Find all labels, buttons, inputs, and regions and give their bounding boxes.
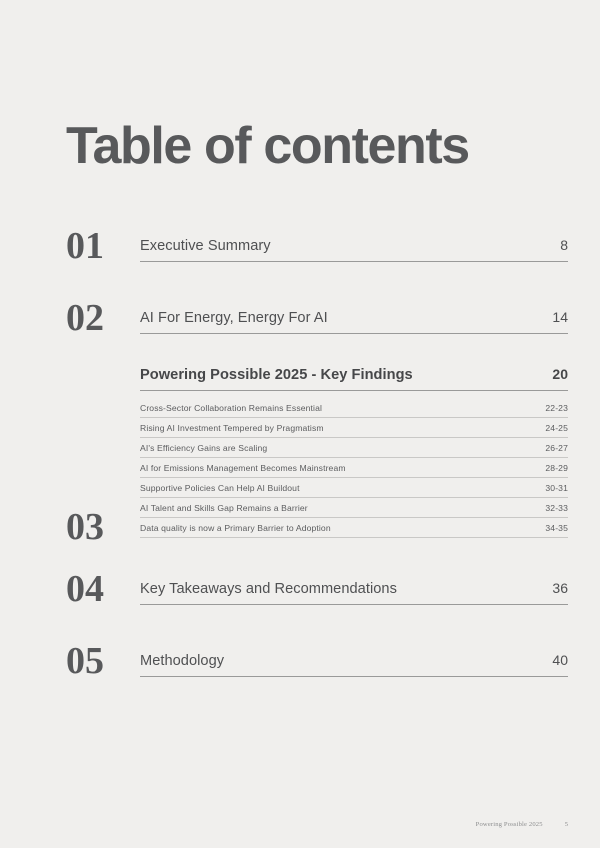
toc-section-divider [140, 604, 568, 605]
toc-section-number: 04 [66, 568, 104, 610]
toc-section-divider [140, 390, 568, 391]
toc-section-page-number: 8 [560, 237, 568, 253]
toc-subsection-title: Rising AI Investment Tempered by Pragmatism [140, 423, 324, 433]
toc-section-row [66, 366, 568, 547]
toc-subsection-page-range: 24-25 [545, 423, 568, 433]
toc-subsection-title: Supportive Policies Can Help AI Buildout [140, 483, 300, 493]
toc-section-title: Key Takeaways and Recommendations [140, 581, 397, 597]
toc-subsection-divider [140, 437, 568, 438]
toc-subsection-row[interactable] [140, 523, 568, 537]
toc-subsection-page-range: 22-23 [545, 403, 568, 413]
toc-section-head [140, 309, 568, 333]
toc-section-body [140, 366, 568, 547]
toc-subsection-page-range: 28-29 [545, 463, 568, 473]
toc-section[interactable] [0, 294, 600, 338]
toc-subsection-row[interactable] [140, 403, 568, 417]
toc-section-row [66, 222, 568, 266]
toc-subsection-divider [140, 537, 568, 538]
table-of-contents [0, 222, 600, 681]
toc-subsection-page-range: 34-35 [545, 523, 568, 533]
toc-section[interactable] [0, 222, 600, 266]
toc-subsection-list [140, 403, 568, 538]
toc-section-head [140, 366, 568, 390]
toc-section-row [66, 565, 568, 609]
toc-subsection-divider [140, 477, 568, 478]
toc-subsection-title: Cross-Sector Collaboration Remains Essential [140, 403, 323, 413]
toc-section-row [66, 637, 568, 681]
toc-subsection-divider [140, 517, 568, 518]
section-spacer [0, 266, 600, 294]
toc-section[interactable] [0, 366, 600, 547]
toc-subsection-row[interactable] [140, 483, 568, 497]
section-spacer [0, 547, 600, 565]
toc-section-body [140, 652, 568, 681]
toc-section-body [140, 580, 568, 609]
toc-section[interactable] [0, 637, 600, 681]
toc-section-divider [140, 333, 568, 334]
toc-subsection-title: AI for Emissions Management Becomes Mainstream [140, 463, 346, 473]
toc-section-number: 02 [66, 297, 104, 339]
toc-section-title: Executive Summary [140, 238, 271, 254]
toc-section-page-number: 40 [552, 652, 568, 668]
toc-subsection-title: AI's Efficiency Gains are Scaling [140, 443, 268, 453]
toc-section-body [140, 237, 568, 266]
toc-section-number: 05 [66, 640, 104, 682]
toc-section-title: Methodology [140, 653, 225, 669]
toc-section[interactable] [0, 565, 600, 609]
page-title: Table of contents [66, 117, 469, 175]
footer-document-label: Powering Possible 2025 [475, 821, 543, 828]
toc-section-body [140, 309, 568, 338]
toc-section-page-number: 14 [552, 309, 568, 325]
page-footer [0, 821, 568, 828]
toc-subsection-row[interactable] [140, 503, 568, 517]
toc-subsection-page-range: 32-33 [545, 503, 568, 513]
toc-section-title: AI For Energy, Energy For AI [140, 310, 328, 326]
toc-section-page-number: 36 [552, 580, 568, 596]
toc-subsection-title: AI Talent and Skills Gap Remains a Barrier [140, 503, 308, 513]
toc-subsection-row[interactable] [140, 463, 568, 477]
toc-section-head [140, 652, 568, 676]
toc-subsection-title: Data quality is now a Primary Barrier to Adoption [140, 523, 331, 533]
toc-subsection-row[interactable] [140, 423, 568, 437]
toc-subsection-row[interactable] [140, 443, 568, 457]
toc-subsection-divider [140, 497, 568, 498]
toc-section-title: Powering Possible 2025 - Key Findings [140, 367, 413, 383]
toc-subsection-page-range: 26-27 [545, 443, 568, 453]
toc-section-row [66, 294, 568, 338]
section-spacer [0, 609, 600, 637]
toc-subsection-page-range: 30-31 [545, 483, 568, 493]
toc-section-number: 03 [66, 506, 104, 548]
toc-section-head [140, 580, 568, 604]
footer-page-number: 5 [564, 821, 568, 828]
toc-subsection-divider [140, 457, 568, 458]
section-spacer [0, 338, 600, 366]
toc-subsection-divider [140, 417, 568, 418]
toc-section-head [140, 237, 568, 261]
toc-section-number: 01 [66, 225, 104, 267]
toc-section-page-number: 20 [552, 366, 568, 382]
toc-section-divider [140, 261, 568, 262]
toc-section-divider [140, 676, 568, 677]
